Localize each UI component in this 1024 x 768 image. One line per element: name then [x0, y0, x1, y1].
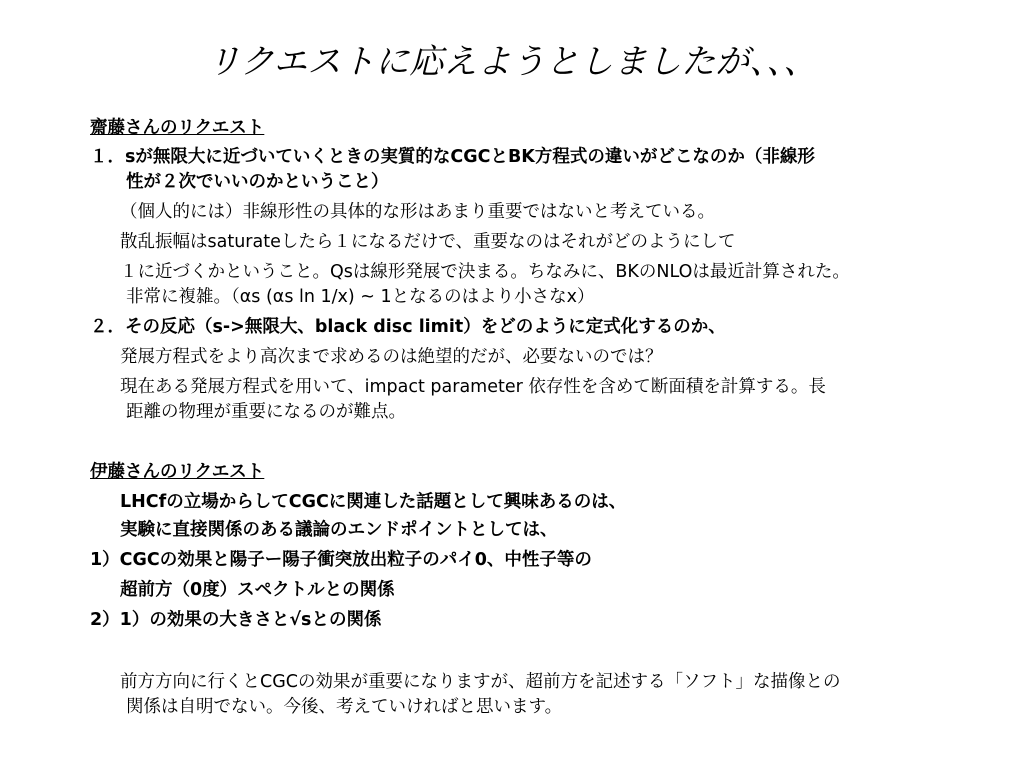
slide-title: リクエストに応えようとしましたが、、、: [206, 42, 818, 82]
ito-answer-line-2: 関係は自明でない。今後、考えていければと思います。: [126, 697, 563, 717]
saito-question-2-line-1: ２．その反応（s->無限大、black disc limit）をどのように定式化するのか、: [90, 317, 726, 337]
saito-answer-1-line-4: 非常に複雑。（αs (αs ln 1/x) ~ 1となるのはより小さなx）: [126, 287, 595, 307]
ito-request-line-3: 1）CGCの効果と陽子ー陽子衝突放出粒子のパイ0、中性子等の: [90, 550, 592, 570]
ito-request-line-1: LHCfの立場からしてCGCに関連した話題として興味あるのは、: [120, 492, 627, 512]
saito-answer-1-line-1: （個人的には）非線形性の具体的な形はあまり重要ではないと考えている。: [120, 202, 715, 222]
ito-request-line-2: 実験に直接関係のある議論のエンドポイントとしては、: [120, 520, 558, 540]
saito-answer-1-line-3: １に近づくかということ。Qsは線形発展で決まる。ちなみに、BKのNLOは最近計算された。: [120, 262, 850, 282]
saito-question-1-line-2: 性が２次でいいのかということ）: [126, 172, 389, 192]
ito-request-line-4: 超前方（0度）スペクトルとの関係: [120, 580, 395, 600]
saito-answer-2-line-2: 現在ある発展方程式を用いて、impact parameter 依存性を含めて断面積を計算する。長: [120, 377, 826, 397]
saito-answer-1-line-2: 散乱振幅はsaturateしたら１になるだけで、重要なのはそれがどのようにして: [120, 232, 736, 252]
ito-request-heading: 伊藤さんのリクエスト: [90, 462, 265, 482]
saito-question-1-line-1: １．sが無限大に近づいていくときの実質的なCGCとBK方程式の違いがどこなのか（非線形: [90, 147, 815, 167]
ito-request-line-5: 2）1）の効果の大きさと√sとの関係: [90, 610, 382, 630]
ito-answer-line-1: 前方方向に行くとCGCの効果が重要になりますが、超前方を記述する「ソフト」な描像との: [120, 672, 841, 692]
saito-answer-2-line-3: 距離の物理が重要になるのが難点。: [126, 402, 406, 422]
saito-answer-2-line-1: 発展方程式をより高次まで求めるのは絶望的だが、必要ないのでは？: [120, 347, 663, 367]
saito-request-heading: 齋藤さんのリクエスト: [90, 118, 265, 138]
